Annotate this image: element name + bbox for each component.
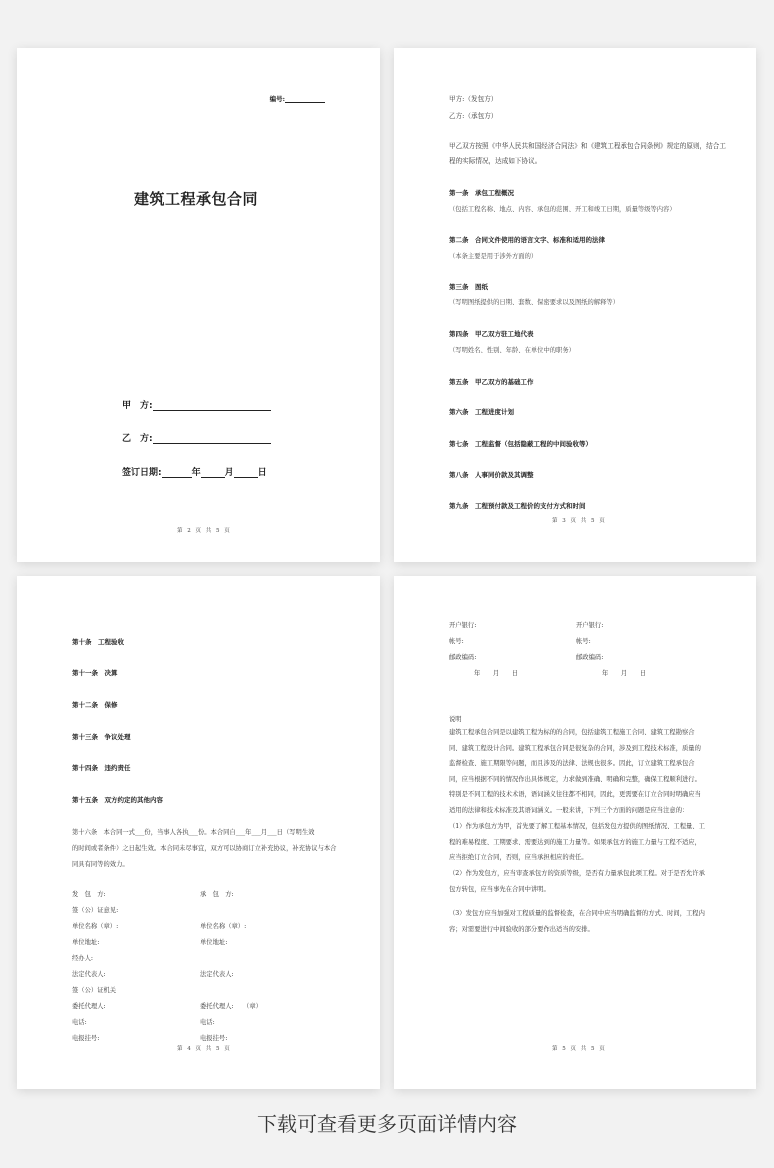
year-blank (162, 468, 192, 478)
bank-right-1: 开户银行: (576, 622, 604, 629)
note-point-3: （3）发包方应当加强对工程质量的监督检查，在合同中应当明确监督的方式、时间，工程内容；对需要进行中间验收的部分要作出适当的安排。 (449, 910, 705, 933)
note-body: 建筑工程承包合同是以建筑工程为标的的合同，包括建筑工程施工合同、建筑工程勘察合同、建筑工程设计合同。建筑工程承包合同是很复杂的合同，涉及到工程技术标准，质量的监督检查、施工期限等问题，而且涉及的法律、法规也很多。因此，订立建筑工程承包合同，应当根据不同的情况作出具体规定，力求做到准确、明确和完整，确保工程顺利进行。特别是不同工程的技术术语，语词涵义往往都不相同，因此，更需要在订立合同时明确应当适用的法律和技术标准及其语词涵义。一般来讲，下列三个方面的问题是应当注意的： (449, 729, 701, 814)
article-16-line-2: 的时间或者条件）之日起生效。本合同未尽事宜，双方可以协商订立补充协议，补充协议与本合 (72, 845, 337, 852)
month-label: 月 (224, 468, 234, 478)
day-blank (234, 468, 258, 478)
contract-number-blank (285, 96, 325, 103)
right-field-4: 单位地址: (200, 939, 228, 946)
article-15-title: 第十五条 双方约定的其他内容 (72, 796, 163, 804)
right-field-6: 法定代表人: (200, 971, 234, 978)
party-b-line (122, 431, 271, 444)
left-field-3: 单位名称（章）: (72, 923, 119, 930)
page-footer: 第 4 页 共 5 页 (177, 1046, 232, 1052)
day-label: 日 (257, 468, 267, 478)
left-field-9: 电话: (72, 1019, 87, 1026)
article-16-line-3: 同具有同等的效力。 (72, 861, 129, 868)
party-a-blank (153, 401, 271, 411)
article-4-title: 第四条 甲乙双方驻工地代表 (449, 330, 534, 338)
article-5-title: 第五条 甲乙双方的基础工作 (449, 378, 534, 386)
date-left: 年 月 日 (474, 670, 519, 677)
date-right: 年 月 日 (602, 670, 647, 677)
contract-title: 建筑工程承包合同 (134, 190, 259, 208)
article-3-title: 第三条 图纸 (449, 283, 488, 291)
contract-number (270, 94, 325, 103)
bank-right-2: 帐号: (576, 638, 591, 645)
page-footer: 第 2 页 共 5 页 (177, 528, 232, 534)
intro-line-2: 程的实际情况，达成如下协议。 (449, 157, 542, 165)
party-a-line (122, 398, 271, 411)
note-title: 说明 (449, 716, 462, 723)
note-point-2: （2）作为发包方，应当审查承包方的资质等级，是否有力量承包此项工程。对于是否允许承包方转包，应当事先在合同中讲明。 (449, 870, 705, 893)
intro-line-1: 甲乙双方按照《中华人民共和国经济合同法》和《建筑工程承包合同条例》规定的原则，结合工 (449, 142, 726, 150)
article-1-note: （包括工程名称、地点、内容、承包的范围、开工和竣工日期，质量等级等内容） (449, 206, 676, 213)
bank-right-3: 邮政编码: (576, 654, 604, 661)
left-field-1: 发 包 方: (72, 891, 106, 898)
left-field-7: 签（公）证机关 (72, 987, 117, 994)
article-2-title: 第二条 合同文件使用的语言文字、标准和适用的法律 (449, 236, 605, 244)
bank-left-3: 邮政编码: (449, 654, 477, 661)
month-blank (201, 468, 225, 478)
article-11-title: 第十一条 决算 (72, 669, 118, 677)
article-13-title: 第十三条 争议处理 (72, 733, 131, 741)
article-7-title: 第七条 工程监督（包括隐蔽工程的中间验收等） (449, 440, 592, 448)
right-field-8: 委托代理人: （章） (200, 1003, 262, 1010)
right-field-10: 电报挂号: (200, 1035, 228, 1042)
article-6-title: 第六条 工程进度计划 (449, 408, 514, 416)
article-16-line-1: 第十六条 本合同一式___份，当事人各执___份。本合同自___年___月___日（写明生效 (72, 829, 315, 836)
left-field-8: 委托代理人: (72, 1003, 106, 1010)
page-footer: 第 5 页 共 5 页 (552, 1046, 607, 1052)
articles-page-1 (394, 48, 756, 562)
cover-page (17, 48, 380, 562)
article-8-title: 第八条 人事同价款及其调整 (449, 471, 534, 479)
party-a: 甲方:（发包方） (449, 95, 498, 103)
right-field-1: 承 包 方: (200, 891, 234, 898)
party-b-blank (153, 434, 271, 444)
sign-date-label: 签订日期: (122, 468, 162, 478)
party-b: 乙方:（承包方） (449, 112, 498, 120)
left-field-4: 单位地址: (72, 939, 100, 946)
year-label: 年 (191, 468, 201, 478)
party-b-label: 乙 方: (122, 434, 153, 444)
contract-number-label: 编号: (269, 95, 285, 103)
article-12-title: 第十二条 保修 (72, 701, 118, 709)
article-4-note: （写明姓名、性别、年龄、在单位中的职务） (449, 347, 575, 354)
article-2-note: （本条主要是用于涉外方面的） (449, 253, 538, 260)
bank-left-1: 开户银行: (449, 622, 477, 629)
bank-left-2: 帐号: (449, 638, 464, 645)
left-field-6: 法定代表人: (72, 971, 106, 978)
articles-page-2 (17, 576, 380, 1089)
left-field-10: 电报挂号: (72, 1035, 100, 1042)
notes-page (394, 576, 756, 1089)
download-caption[interactable]: 下载可查看更多页面详情内容 (257, 1112, 517, 1136)
right-field-3: 单位名称（章）: (200, 923, 247, 930)
page-footer: 第 3 页 共 5 页 (552, 518, 607, 524)
left-field-2: 签（公）证意见: (72, 907, 119, 914)
sign-date-line (122, 465, 267, 478)
article-1-title: 第一条 承包工程概况 (449, 189, 514, 197)
article-9-title: 第九条 工程预付款及工程价的支付方式和时间 (449, 502, 586, 510)
article-10-title: 第十条 工程验收 (72, 638, 124, 646)
article-14-title: 第十四条 违约责任 (72, 764, 131, 772)
note-point-1: （1）作为承包方为甲，首先要了解工程基本情况，包括发包方提供的图纸情况、工程量、工程的难易程度、工期要求、需要达到的施工力量等。如果承包方的施工力量与工程不适应，应当拒绝订立合同，否则，应当承担相应的责任。 (449, 823, 705, 862)
article-3-note: （写明图纸提供的日期、套数、保密要求以及图纸的解释等） (449, 299, 620, 306)
party-a-label: 甲 方: (122, 401, 153, 411)
left-field-5: 经办人: (72, 955, 94, 962)
right-field-9: 电话: (200, 1019, 215, 1026)
